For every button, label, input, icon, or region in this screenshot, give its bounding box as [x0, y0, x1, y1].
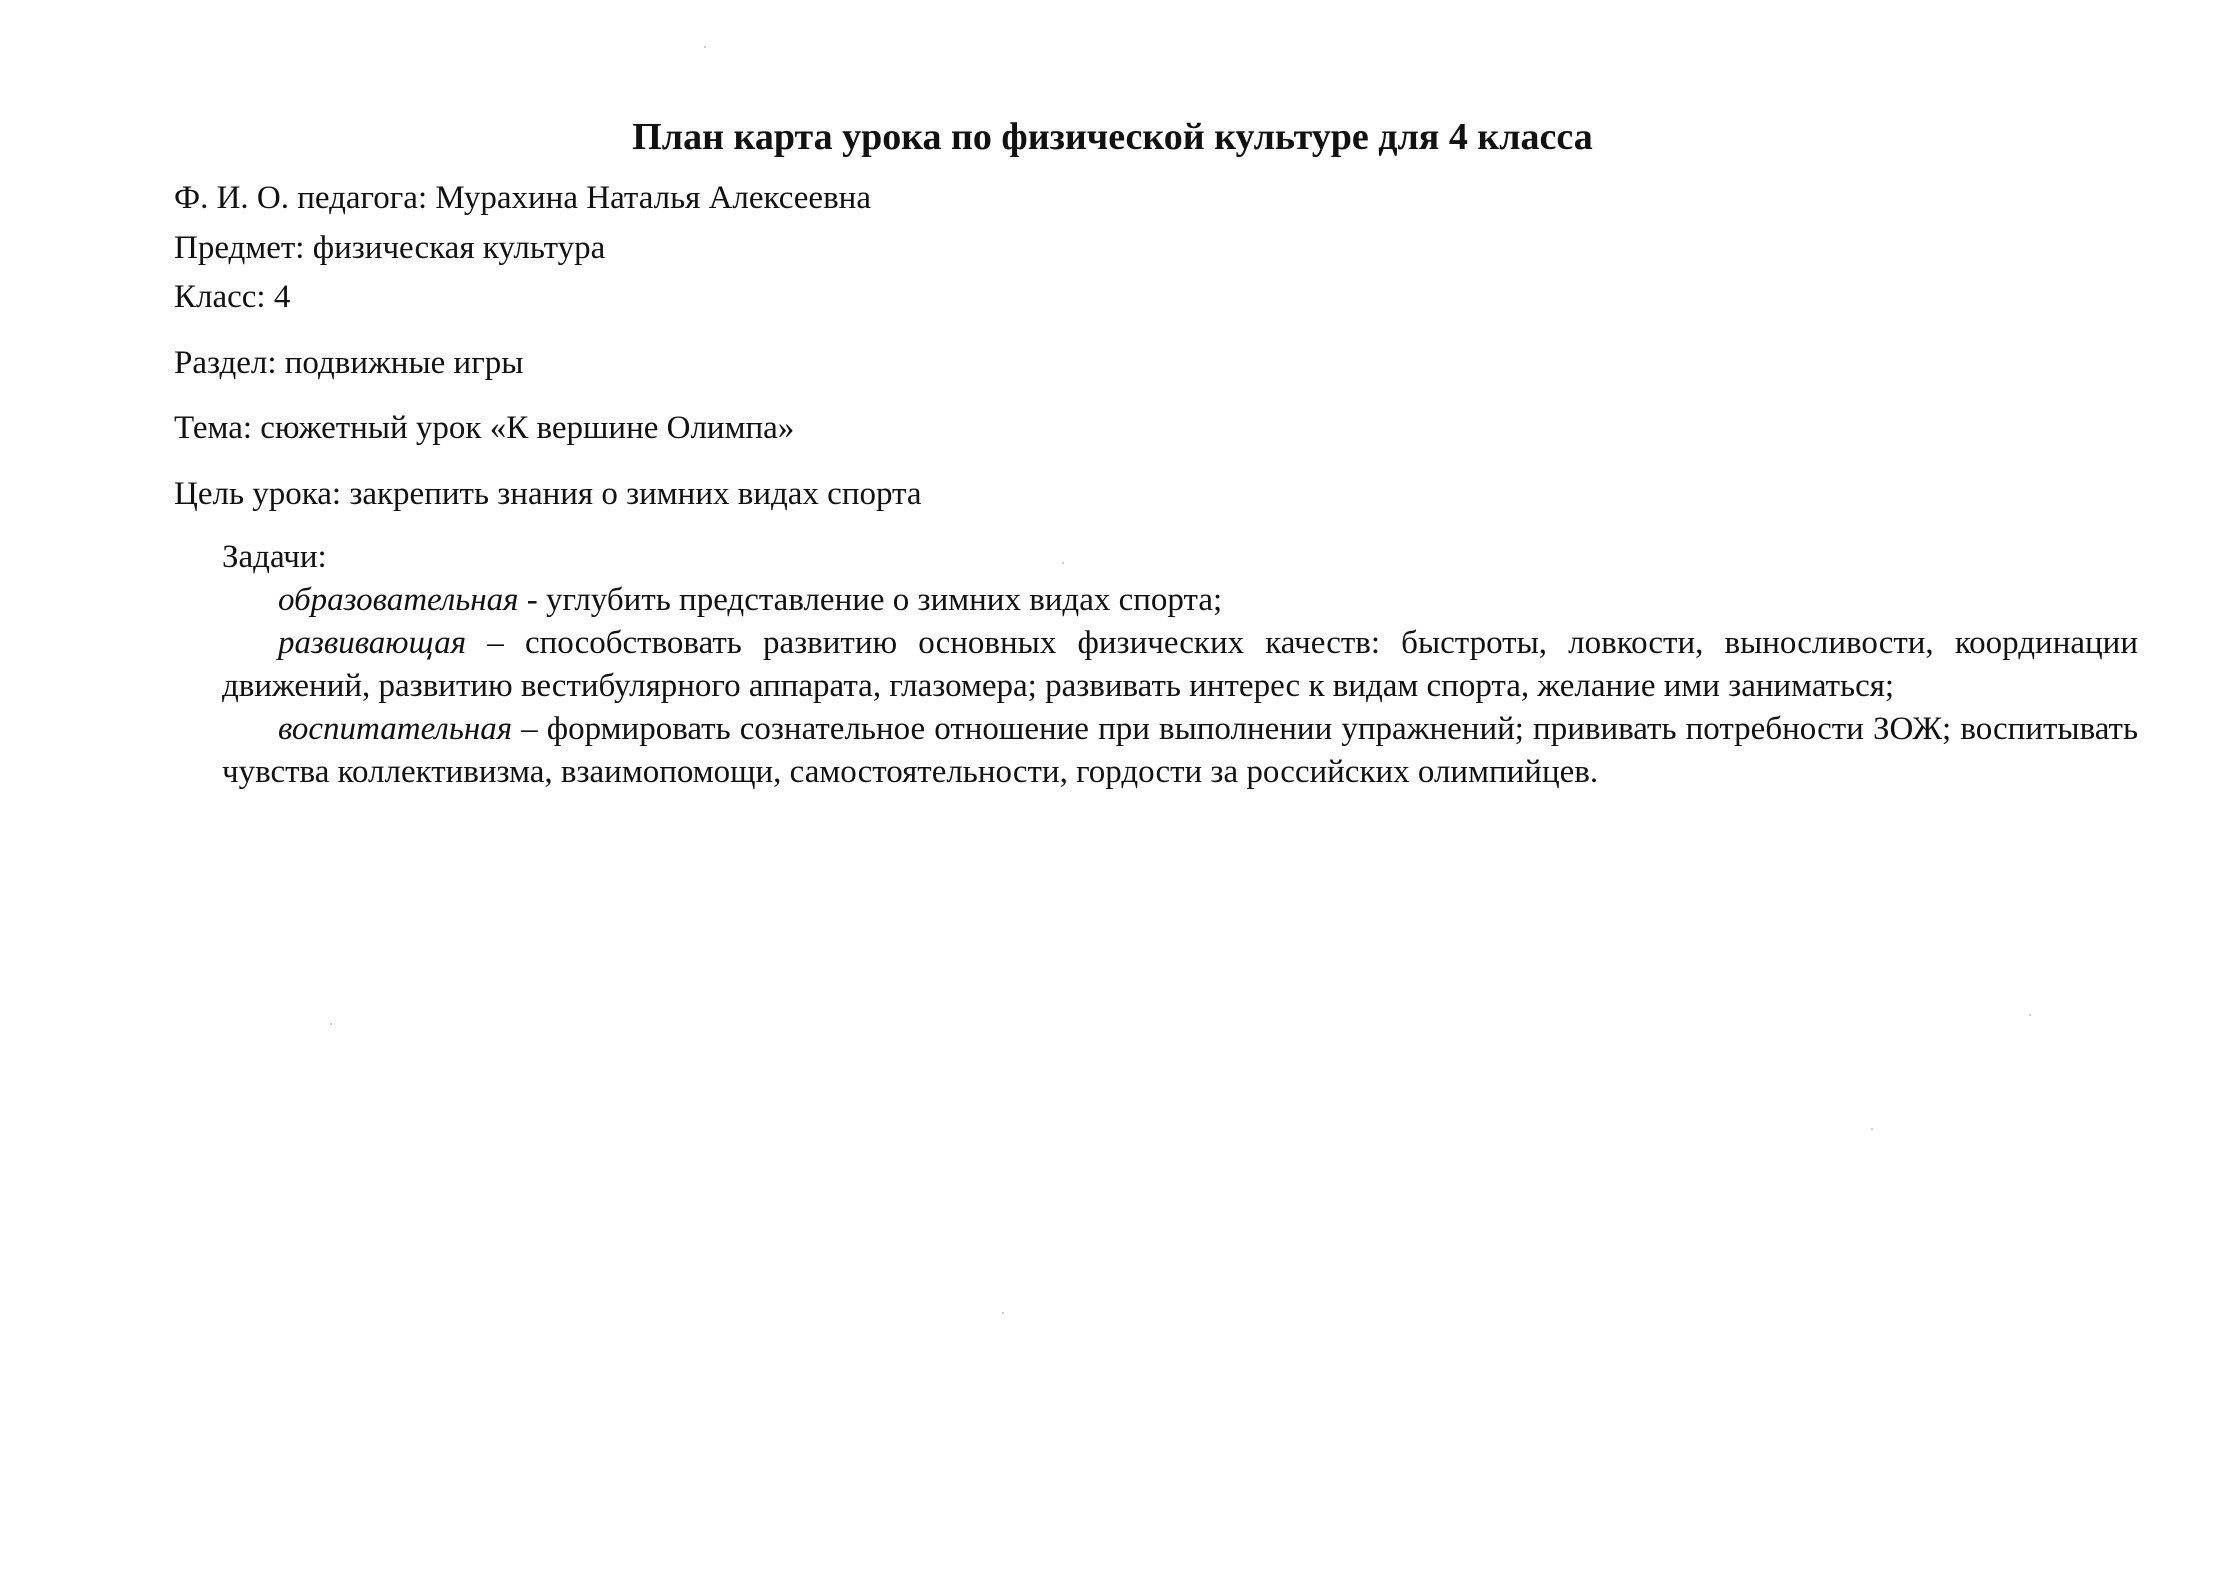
tasks-heading: Задачи:	[222, 539, 327, 575]
subject-field: Предмет: физическая культура	[174, 230, 606, 266]
task-educational	[222, 579, 2138, 622]
grade-field: Класс: 4	[174, 279, 291, 315]
teacher-field: Ф. И. О. педагога: Мурахина Наталья Алексеевна	[174, 180, 871, 216]
task-text: – формировать сознательное отношение при выполнении упражнений; прививать потребности ЗОЖ; воспитывать чувства коллективизма, взаимопомощи, самостоятельности, гордости за российских олимпийцев.	[222, 711, 2138, 790]
task-text: – способствовать развитию основных физических качеств: быстроты, ловкости, выносливости, координации движений, развитию вестибулярного аппарата, глазомера; развивать интерес к видам спорта, желание ими заниматься;	[222, 625, 2138, 704]
scan-speck	[1062, 562, 1064, 564]
task-upbringing	[222, 708, 2138, 794]
scan-speck	[2029, 1014, 2031, 1016]
scan-speck	[330, 1023, 332, 1025]
task-developing	[222, 622, 2138, 708]
topic-field: Тема: сюжетный урок «К вершине Олимпа»	[174, 410, 795, 446]
scan-speck	[1002, 1312, 1004, 1314]
goal-field: Цель урока: закрепить знания о зимних видах спорта	[174, 476, 922, 512]
tasks-block	[222, 536, 2138, 794]
task-name: развивающая	[278, 625, 467, 661]
section-field: Раздел: подвижные игры	[174, 345, 524, 381]
task-text: - углубить представление о зимних видах спорта;	[518, 582, 1223, 618]
task-name: воспитательная	[278, 711, 513, 747]
scan-speck	[1871, 1128, 1873, 1130]
task-name: образовательная	[278, 582, 519, 618]
scan-speck	[704, 46, 706, 48]
document-title: План карта урока по физической культуре для 4 класса	[632, 116, 1593, 158]
